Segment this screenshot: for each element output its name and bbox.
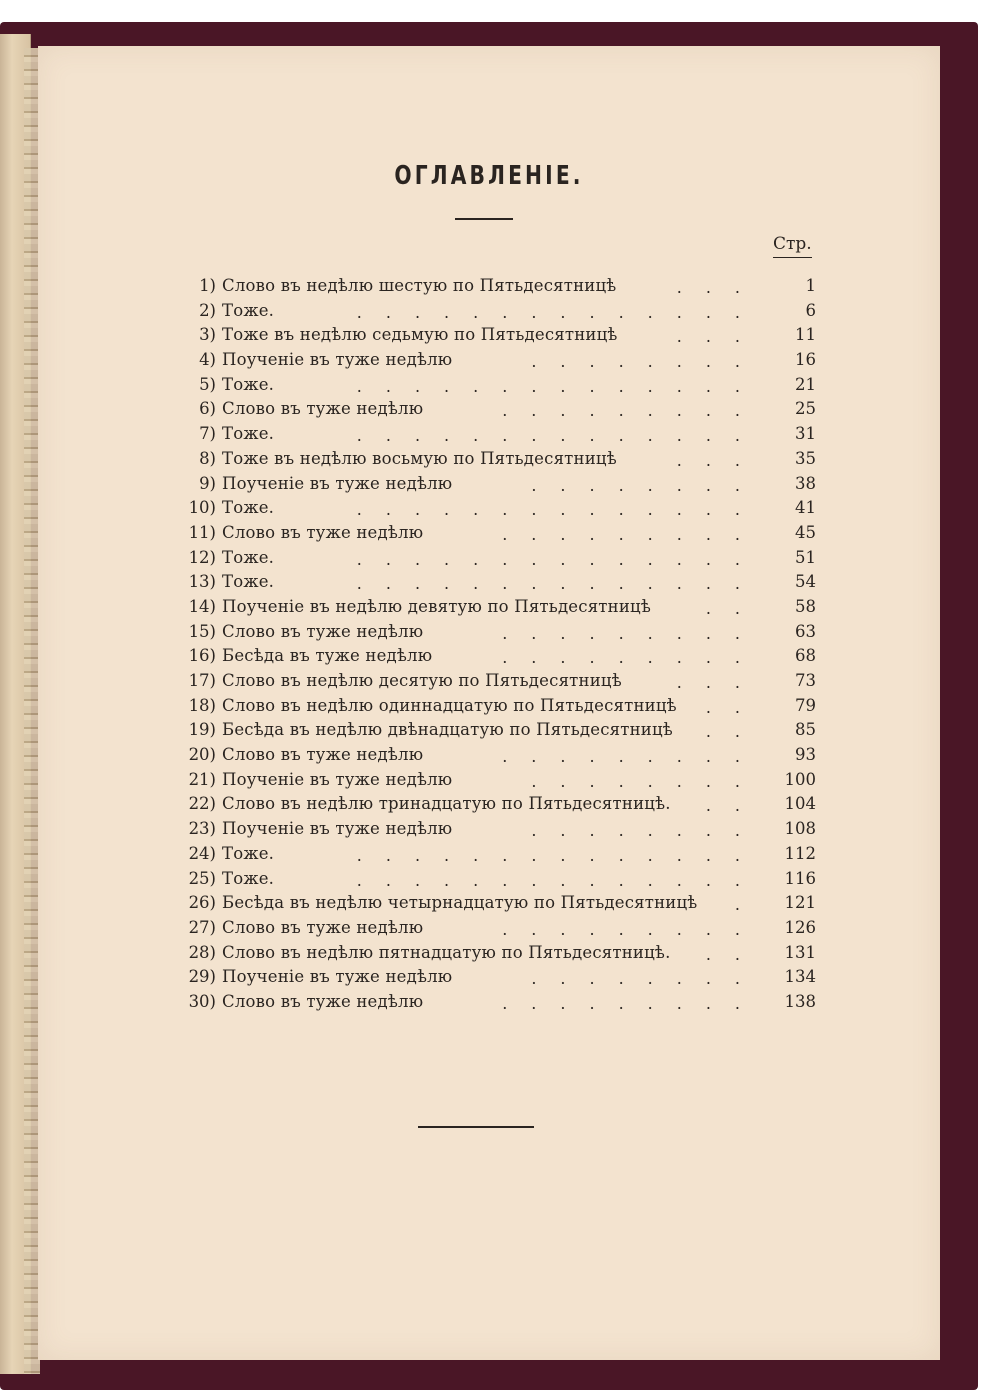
toc-entry-number: 17) — [188, 671, 216, 690]
toc-entry-number: 23) — [188, 819, 216, 839]
toc-entry — [146, 916, 826, 941]
toc-entry-page: 21 — [795, 374, 816, 394]
toc-entry-title: Тоже. — [222, 424, 275, 444]
toc-entry-title: Тоже. — [222, 300, 275, 320]
toc-entry — [146, 521, 826, 546]
dot-leader — [222, 422, 764, 447]
leader-dots: .............. — [356, 500, 764, 520]
toc-entry-title: Слово въ туже недѣлю — [222, 522, 424, 542]
toc-entry — [146, 694, 826, 719]
toc-entry-number: 22) — [188, 794, 216, 814]
toc-entry-page: 108 — [784, 819, 816, 839]
page-title: ОГЛАВЛЕНІЕ. — [394, 161, 584, 191]
toc-entry-page: 38 — [795, 473, 816, 493]
toc-entry-number: 27) — [188, 917, 216, 937]
toc-entry — [146, 891, 826, 916]
toc-entry-title: Слово въ туже недѣлю — [222, 917, 424, 937]
leader-dots: .............. — [356, 426, 764, 446]
toc-entry-number: 26) — [188, 893, 216, 913]
toc-entry — [146, 620, 826, 645]
toc-entry — [146, 546, 826, 571]
toc-entry-title: Слово въ недѣлю тринадцатую по Пятьдесятницѣ. — [222, 794, 671, 814]
toc-entry-title: Бесѣда въ туже недѣлю — [222, 646, 433, 666]
toc-entry — [146, 842, 826, 867]
toc-entry-number: 12) — [188, 547, 216, 567]
toc-entry-number: 15) — [188, 621, 216, 641]
toc-entry — [146, 941, 826, 966]
toc-entry-title: Слово въ туже недѣлю — [222, 745, 424, 765]
toc-entry-title: Бесѣда въ недѣлю двѣнадцатую по Пятьдесятницѣ — [222, 720, 673, 740]
toc-entry-number: 19) — [188, 720, 216, 740]
toc-entry-title: Поученіе въ туже недѣлю — [222, 350, 453, 370]
toc-entry — [146, 422, 826, 447]
leader-dots: ... — [676, 327, 764, 347]
leader-dots: .............. — [356, 302, 764, 322]
toc-entry — [146, 447, 826, 472]
toc-entry-page: 104 — [784, 794, 816, 814]
toc-entry-number: 11) — [188, 522, 216, 542]
toc-entry-page: 1 — [805, 276, 816, 295]
toc-entry-title: Тоже. — [222, 547, 275, 567]
toc-entry-page: 6 — [805, 300, 816, 320]
toc-entry-title: Слово въ туже недѣлю — [222, 621, 424, 641]
leader-dots: ......... — [502, 401, 764, 421]
toc-entry — [146, 299, 826, 324]
toc-entry-title: Тоже. — [222, 572, 275, 592]
toc-entry — [146, 867, 826, 892]
toc-entry-page: 41 — [795, 498, 816, 518]
toc-entry-number: 6) — [199, 399, 216, 419]
toc-entry-page: 85 — [795, 720, 816, 740]
toc-entry-title: Тоже въ недѣлю восьмую по Пятьдесятницѣ — [222, 448, 617, 468]
dot-leader — [222, 570, 764, 595]
leader-dots: .............. — [356, 870, 764, 890]
leader-dots: ........ — [531, 969, 764, 989]
toc-entry-title: Слово въ туже недѣлю — [222, 991, 424, 1011]
toc-entry-number: 9) — [199, 473, 216, 493]
toc-entry-page: 54 — [795, 572, 816, 592]
toc-entry-number: 4) — [199, 350, 216, 370]
leader-dots: ......... — [502, 648, 764, 668]
toc-entry-page: 73 — [795, 671, 816, 690]
toc-entry — [146, 472, 826, 497]
leader-dots: .. — [705, 944, 764, 964]
toc-entry-page: 131 — [784, 942, 816, 962]
toc-entry-title: Тоже. — [222, 498, 275, 518]
dot-leader — [222, 867, 764, 892]
leader-dots: ......... — [502, 993, 764, 1013]
leader-dots: ... — [676, 278, 764, 297]
toc-entry-page: 63 — [795, 621, 816, 641]
toc-entry-page: 11 — [795, 325, 816, 345]
toc-entry-page: 79 — [795, 695, 816, 715]
toc-entry-title: Слово въ туже недѣлю — [222, 399, 424, 419]
toc-entry-title: Поученіе въ туже недѣлю — [222, 769, 453, 789]
toc-entry-page: 112 — [784, 843, 816, 863]
toc-entry-title: Бесѣда въ недѣлю четырнадцатую по Пятьдесятницѣ — [222, 893, 698, 913]
leader-dots: .. — [705, 796, 764, 816]
leader-dots: .. — [705, 697, 764, 717]
leader-dots: .............. — [356, 845, 764, 865]
leader-dots: .............. — [356, 376, 764, 396]
toc-entry-number: 30) — [188, 991, 216, 1011]
toc-entry-number: 24) — [188, 843, 216, 863]
dot-leader — [222, 299, 764, 324]
toc-entry-number: 1) — [199, 276, 216, 295]
toc-entry-page: 138 — [784, 991, 816, 1011]
toc-entry — [146, 768, 826, 793]
toc-entry-title: Поученіе въ недѣлю девятую по Пятьдесятницѣ — [222, 596, 651, 616]
toc-entry — [146, 669, 826, 694]
toc-entry — [146, 990, 826, 1015]
dot-leader — [222, 842, 764, 867]
toc-entry — [146, 397, 826, 422]
toc-entry-page: 134 — [784, 967, 816, 987]
leader-dots: . — [734, 895, 764, 915]
toc-entry-number: 10) — [188, 498, 216, 518]
toc-entry — [146, 348, 826, 373]
leader-dots: ........ — [531, 821, 764, 841]
leader-dots: ......... — [502, 524, 764, 544]
toc-entry-number: 3) — [199, 325, 216, 345]
toc-entry-title: Тоже въ недѣлю седьмую по Пятьдесятницѣ — [222, 325, 618, 345]
leader-dots: .. — [705, 722, 764, 742]
toc-entry — [146, 595, 826, 620]
toc-entry-title: Слово въ недѣлю одиннадцатую по Пятьдесятницѣ — [222, 695, 677, 715]
toc-entry — [146, 817, 826, 842]
book-page — [38, 46, 940, 1360]
leader-dots: ......... — [502, 919, 764, 939]
toc-entry — [146, 274, 826, 299]
page-column-header: Стр. — [773, 234, 812, 258]
toc-entry-page: 35 — [795, 448, 816, 468]
toc-entry-number: 29) — [188, 967, 216, 987]
leader-dots: ........ — [531, 475, 764, 495]
leader-dots: ......... — [502, 747, 764, 767]
closing-divider — [418, 1126, 534, 1128]
leader-dots: ... — [676, 673, 764, 692]
toc-entry-title: Слово въ недѣлю десятую по Пятьдесятницѣ — [222, 671, 622, 690]
title-divider — [455, 218, 513, 220]
toc-entry-number: 18) — [188, 695, 216, 715]
leader-dots: .............. — [356, 549, 764, 569]
toc-entry-page: 126 — [784, 917, 816, 937]
toc-entry-page: 93 — [795, 745, 816, 765]
toc-entry-number: 5) — [199, 374, 216, 394]
leader-dots: .. — [705, 598, 764, 618]
toc-entry — [146, 965, 826, 990]
toc-entry-number: 21) — [188, 769, 216, 789]
toc-entry — [146, 323, 826, 348]
leader-dots: ... — [676, 450, 764, 470]
toc-entry — [146, 496, 826, 521]
toc-entry — [146, 570, 826, 595]
toc-entry — [146, 743, 826, 768]
toc-entry-title: Тоже. — [222, 843, 275, 863]
table-of-contents — [146, 274, 826, 1015]
toc-entry-title: Поученіе въ туже недѣлю — [222, 473, 453, 493]
leader-dots: .............. — [356, 574, 764, 594]
toc-entry-page: 68 — [795, 646, 816, 666]
toc-entry-number: 25) — [188, 868, 216, 888]
leader-dots: ......... — [502, 623, 764, 643]
leader-dots: ........ — [531, 352, 764, 372]
toc-entry-title: Поученіе въ туже недѣлю — [222, 967, 453, 987]
toc-entry-number: 8) — [199, 448, 216, 468]
toc-entry-page: 51 — [795, 547, 816, 567]
toc-entry — [146, 718, 826, 743]
toc-entry-page: 100 — [784, 769, 816, 789]
toc-entry — [146, 792, 826, 817]
toc-entry-title: Тоже. — [222, 868, 275, 888]
toc-entry — [146, 373, 826, 398]
toc-entry-number: 20) — [188, 745, 216, 765]
toc-entry-page: 25 — [795, 399, 816, 419]
toc-entry-number: 13) — [188, 572, 216, 592]
toc-entry-number: 28) — [188, 942, 216, 962]
toc-entry-number: 14) — [188, 596, 216, 616]
toc-entry-page: 16 — [795, 350, 816, 370]
toc-entry-page: 121 — [784, 893, 816, 913]
dot-leader — [222, 496, 764, 521]
toc-entry — [146, 644, 826, 669]
dot-leader — [222, 546, 764, 571]
toc-entry-page: 31 — [795, 424, 816, 444]
toc-entry-title: Слово въ недѣлю шестую по Пятьдесятницѣ — [222, 276, 617, 295]
toc-entry-number: 2) — [199, 300, 216, 320]
toc-entry-title: Слово въ недѣлю пятнадцатую по Пятьдесятницѣ. — [222, 942, 671, 962]
toc-entry-page: 58 — [795, 596, 816, 616]
toc-entry-number: 16) — [188, 646, 216, 666]
toc-entry-title: Тоже. — [222, 374, 275, 394]
toc-entry-title: Поученіе въ туже недѣлю — [222, 819, 453, 839]
dot-leader — [222, 373, 764, 398]
toc-entry-page: 45 — [795, 522, 816, 542]
toc-entry-number: 7) — [199, 424, 216, 444]
leader-dots: ........ — [531, 771, 764, 791]
toc-entry-page: 116 — [784, 868, 816, 888]
